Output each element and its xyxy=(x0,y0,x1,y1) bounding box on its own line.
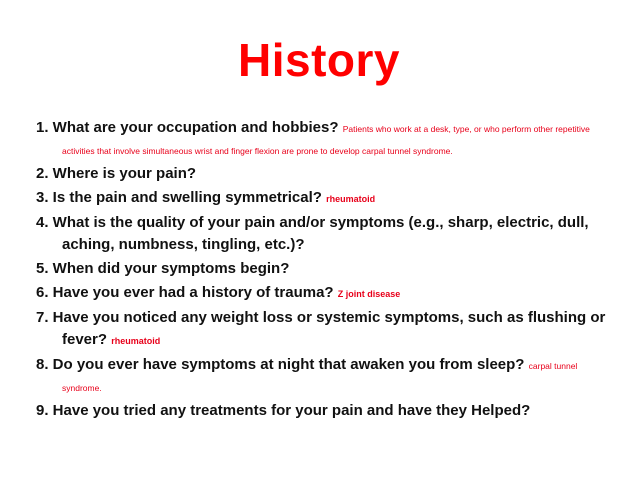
question-item-8 xyxy=(36,354,616,398)
question-text-7: 7. Have you noticed any weight loss or systemic symptoms, such as flushing or fever? xyxy=(36,309,606,348)
question-list xyxy=(36,117,616,424)
question-text-1: 1. What are your occupation and hobbies? xyxy=(36,119,339,136)
question-item-1 xyxy=(36,117,616,161)
question-note-8: carpal tunnel syndrome. xyxy=(62,361,578,393)
question-text-8: 8. Do you ever have symptoms at night that awaken you from sleep? xyxy=(36,356,525,373)
question-text-2: 2. Where is your pain? xyxy=(36,165,197,182)
question-note-6: Z joint disease xyxy=(337,289,401,299)
question-item-7 xyxy=(36,307,616,352)
question-item-2 xyxy=(36,163,616,185)
question-text-3: 3. Is the pain and swelling symmetrical? xyxy=(36,189,322,206)
question-note-3: rheumatoid xyxy=(326,194,376,204)
question-item-3 xyxy=(36,187,616,210)
question-text-6: 6. Have you ever had a history of trauma? xyxy=(36,284,334,301)
question-item-4 xyxy=(36,212,616,256)
question-text-9: 9. Have you tried any treatments for your pain and have they Helped? xyxy=(36,402,531,419)
question-note-7: rheumatoid xyxy=(111,336,161,346)
question-item-6 xyxy=(36,282,616,305)
question-text-5: 5. When did your symptoms begin? xyxy=(36,260,290,277)
question-item-9 xyxy=(36,400,616,422)
question-note-1: Patients who work at a desk, type, or who perform other repetitive activities that involve simultaneous wrist and finger flexion are prone to develop carpal tunnel syndrome. xyxy=(62,124,590,156)
question-item-5 xyxy=(36,258,616,280)
question-text-4: 4. What is the quality of your pain and/or symptoms (e.g., sharp, electric, dull, aching, numbness, tingling, etc.)? xyxy=(36,214,589,253)
slide-title: History xyxy=(238,34,400,86)
